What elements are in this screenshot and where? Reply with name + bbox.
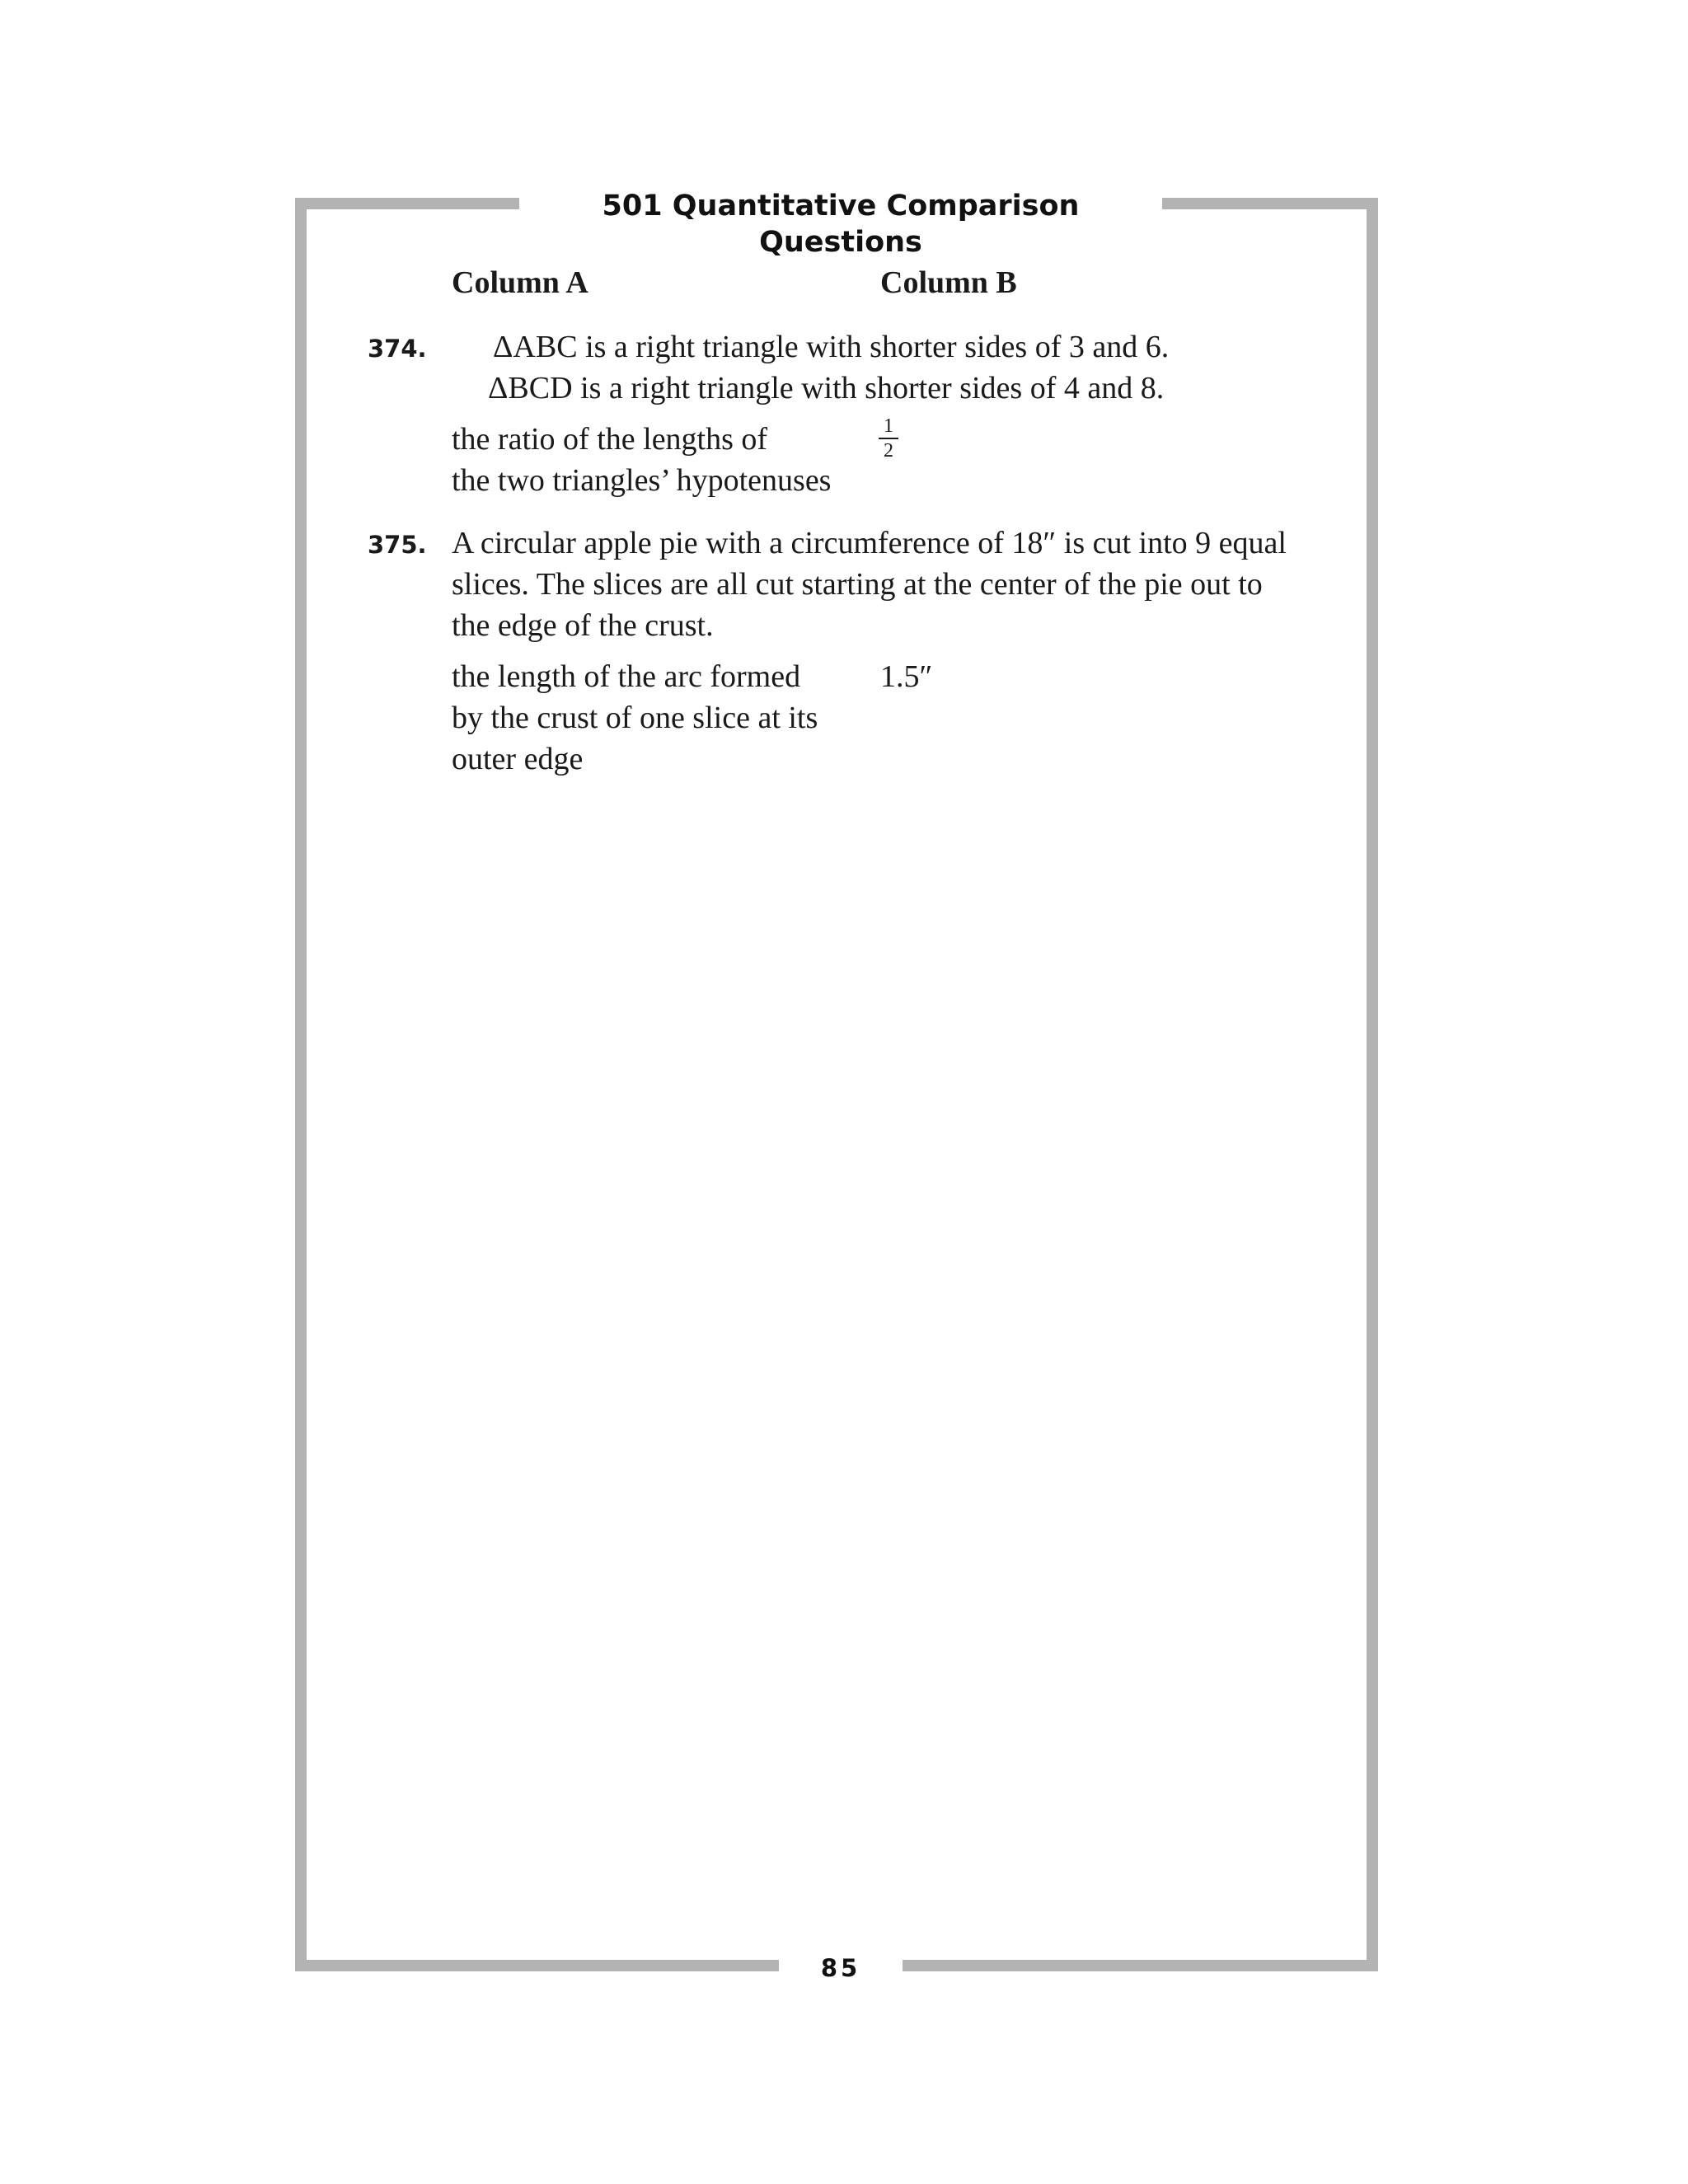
question-375-column-a: the length of the arc formed by the crust of one slice at its outer edge — [452, 659, 818, 776]
fraction-denominator: 2 — [884, 440, 893, 462]
question-375-number: 375. — [368, 531, 427, 559]
question-374-stem-line-2: ΔBCD is a right triangle with shorter sides of 4 and 8. — [488, 371, 1165, 405]
question-375-stem: A circular apple pie with a circumference of 18″ is cut into 9 equal slices. The slices are all cut starting at the center of the pie out to the edge of the crust. — [452, 526, 1287, 643]
column-a-heading: Column A — [452, 265, 588, 300]
question-374-column-a: the ratio of the lengths of the two triangles’ hypotenuses — [452, 422, 832, 498]
question-374-column-b-fraction — [879, 415, 898, 462]
question-375-column-b: 1.5″ — [880, 659, 933, 694]
running-header-title: 501 Quantitative Comparison Questions — [602, 190, 1080, 259]
column-b-heading: Column B — [880, 265, 1017, 300]
question-374-number: 374. — [368, 335, 427, 363]
question-374-stem-line-1: ΔABC is a right triangle with shorter sides of 3 and 6. — [493, 330, 1170, 364]
fraction-numerator: 1 — [879, 415, 898, 439]
page-number: 85 — [820, 1954, 861, 1982]
